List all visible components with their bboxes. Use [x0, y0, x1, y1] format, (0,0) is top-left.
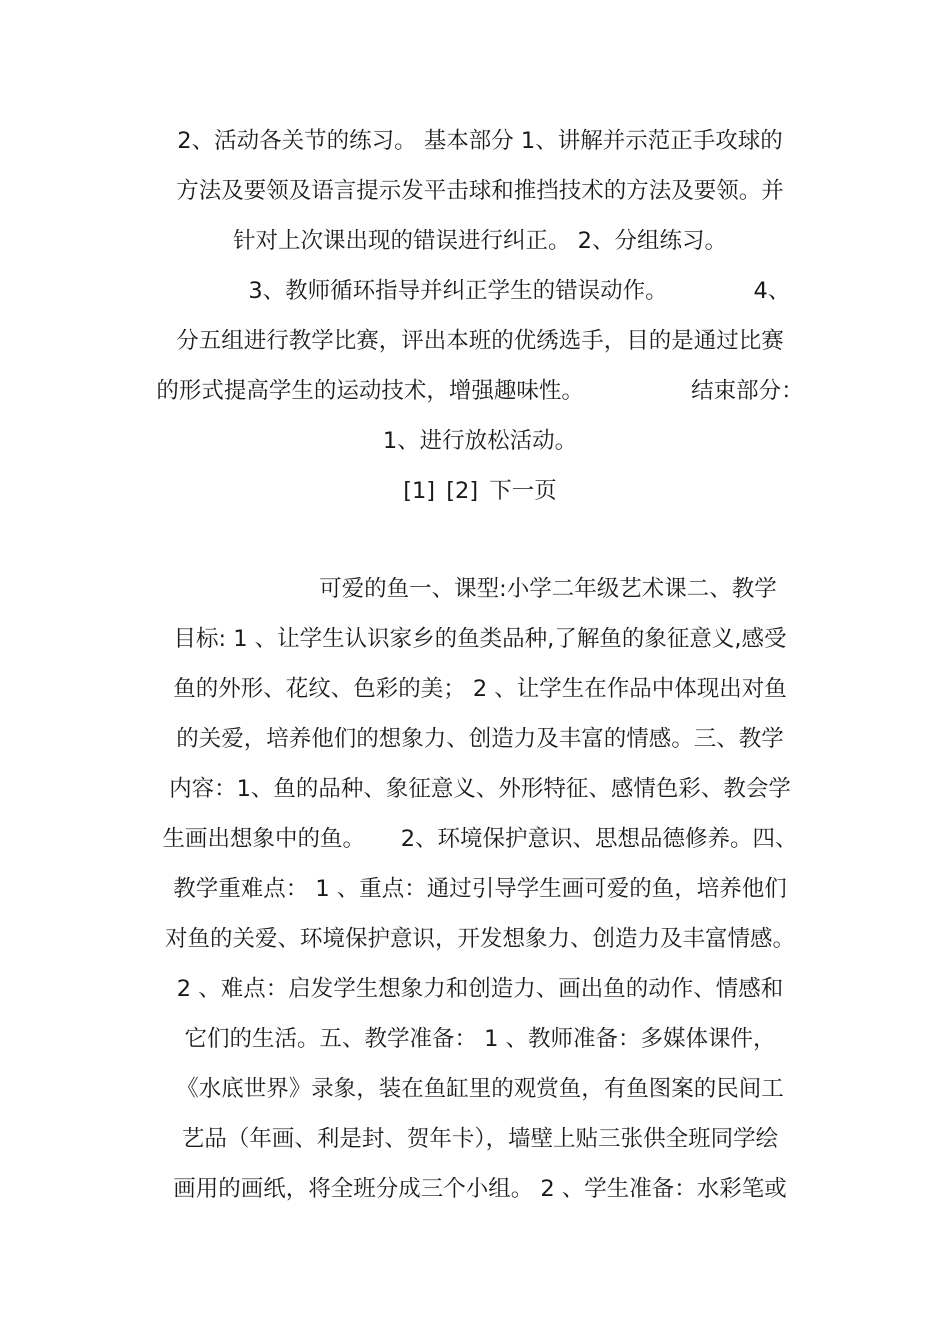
text-line: 目标: 1 、让学生认识家乡的鱼类品种,了解鱼的象征意义,感受	[173, 626, 787, 652]
text-line: 2、活动各关节的练习。 基本部分 1、讲解并示范正手攻球的	[177, 128, 783, 154]
page-link-2[interactable]: [2]	[446, 478, 479, 504]
text-line: 它们的生活。五、教学准备： 1 、教师准备：多媒体课件，	[184, 1026, 776, 1052]
text-line: 内容：1、鱼的品种、象征意义、外形特征、感情色彩、教会学	[169, 776, 791, 802]
text-line: 2 、难点：启发学生想象力和创造力、画出鱼的动作、情感和	[176, 976, 784, 1002]
text-line: 针对上次课出现的错误进行纠正。 2、分组练习。	[233, 228, 727, 254]
text-line: 分五组进行教学比赛，评出本班的优绣选手，目的是通过比赛	[176, 328, 784, 354]
text-line: 可爱的鱼一、课型:小学二年级艺术课二、教学	[183, 576, 777, 602]
page-link-1[interactable]: [1]	[403, 478, 436, 504]
text-line: 画用的画纸，将全班分成三个小组。 2 、学生准备：水彩笔或	[173, 1176, 787, 1202]
text-line: 艺品（年画、利是封、贺年卡），墙壁上贴三张供全班同学绘	[181, 1126, 779, 1152]
text-line: 生画出想象中的鱼。 2、环境保护意识、思想品德修养。四、	[162, 826, 798, 852]
next-page-link[interactable]: 下一页	[489, 478, 557, 504]
text-line: 对鱼的关爱、环境保护意识，开发想象力、创造力及丰富情感。	[164, 926, 795, 952]
text-line: 鱼的外形、花纹、色彩的美； 2 、让学生在作品中体现出对鱼	[173, 676, 787, 702]
text-line: 方法及要领及语言提示发平击球和推挡技术的方法及要领。并	[176, 178, 784, 204]
text-line: 《水底世界》录象，装在鱼缸里的观赏鱼，有鱼图案的民间工	[176, 1076, 784, 1102]
text-line: 3、教师循环指导并纠正学生的错误动作。 4、	[169, 278, 791, 304]
text-line: 教学重难点： 1 、重点：通过引导学生画可爱的鱼，培养他们	[173, 876, 787, 902]
text-line: 的形式提高学生的运动技术，增强趣味性。 结束部分：	[156, 378, 804, 404]
text-line: 1、进行放松活动。	[382, 428, 578, 454]
pagination	[140, 476, 820, 506]
text-line: 的关爱，培养他们的想象力、创造力及丰富的情感。三、教学	[176, 726, 784, 752]
